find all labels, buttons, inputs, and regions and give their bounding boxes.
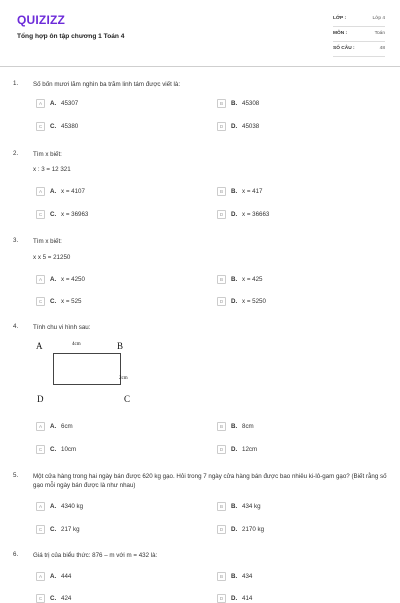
option-letter: C.	[50, 211, 57, 218]
option-text: 6cm	[61, 423, 73, 430]
option-text: x = 425	[242, 276, 263, 283]
option-letter: B.	[231, 188, 238, 195]
question-text: Giá trị của biểu thức: 876 – m với m = 432 là:	[33, 552, 158, 559]
option-letter: D.	[231, 298, 238, 305]
option-text: 424	[61, 595, 72, 602]
option-letter: D.	[231, 211, 238, 218]
option-text: 414	[242, 595, 253, 602]
option-text: 45307	[61, 100, 79, 107]
option-text: x = 36963	[61, 211, 89, 218]
question-text: Tìm x biết:	[33, 238, 62, 245]
side-length-label: 2cm	[119, 376, 128, 381]
option-letter: C.	[50, 123, 57, 130]
option-text: 45038	[242, 123, 260, 130]
question-equation: x x 5 = 21250	[33, 254, 71, 261]
option-box[interactable]: D	[217, 594, 226, 603]
option-text: 2170 kg	[242, 526, 265, 533]
option-letter: A.	[50, 276, 57, 283]
meta-class-value: Lớp 4	[372, 16, 385, 21]
meta-count-key: SỐ CÂU :	[333, 46, 355, 51]
option-letter: A.	[50, 188, 57, 195]
option-letter: C.	[50, 526, 57, 533]
option-letter: B.	[231, 423, 238, 430]
option-box[interactable]: B	[217, 572, 226, 581]
option-letter: D.	[231, 526, 238, 533]
rectangle-figure	[33, 340, 143, 408]
vertex-d-label: D	[37, 394, 44, 404]
option-box[interactable]: B	[217, 275, 226, 284]
option-letter: B.	[231, 573, 238, 580]
option-text: 217 kg	[61, 526, 80, 533]
option-letter: A.	[50, 503, 57, 510]
option-letter: B.	[231, 100, 238, 107]
option-text: 434 kg	[242, 503, 261, 510]
question-text: Một cửa hàng trong hai ngày bán được 620 kg gạo. Hỏi trong 7 ngày cửa hàng bán được bao nhiêu ki-lô-gam gạo? (Biết rằng số gạo mỗi ngày bán được là như nhau)	[33, 473, 387, 489]
option-box[interactable]: D	[217, 122, 226, 131]
question-number: 3.	[13, 237, 19, 244]
option-letter: D.	[231, 123, 238, 130]
option-box[interactable]: B	[217, 422, 226, 431]
option-text: x = 417	[242, 188, 263, 195]
top-length-label: 4cm	[72, 342, 81, 347]
meta-subject-row	[333, 27, 385, 42]
option-box[interactable]: C	[36, 122, 45, 131]
vertex-a-label: A	[36, 341, 43, 351]
meta-class-row	[333, 12, 385, 27]
question-number: 4.	[13, 323, 19, 330]
option-letter: D.	[231, 595, 238, 602]
option-text: x = 5250	[242, 298, 266, 305]
question-number: 5.	[13, 472, 19, 479]
option-text: 12cm	[242, 446, 258, 453]
option-box[interactable]: A	[36, 275, 45, 284]
rectangle-shape	[53, 353, 121, 385]
meta-subject-value: Toán	[374, 31, 385, 36]
option-box[interactable]: C	[36, 525, 45, 534]
option-letter: C.	[50, 595, 57, 602]
option-box[interactable]: D	[217, 297, 226, 306]
question-number: 2.	[13, 150, 19, 157]
option-text: 45308	[242, 100, 260, 107]
option-letter: C.	[50, 446, 57, 453]
option-text: 10cm	[61, 446, 77, 453]
option-box[interactable]: B	[217, 502, 226, 511]
option-letter: A.	[50, 100, 57, 107]
option-box[interactable]: A	[36, 572, 45, 581]
option-box[interactable]: A	[36, 422, 45, 431]
option-text: 434	[242, 573, 253, 580]
option-letter: D.	[231, 446, 238, 453]
option-box[interactable]: C	[36, 445, 45, 454]
option-box[interactable]: B	[217, 187, 226, 196]
option-box[interactable]: C	[36, 594, 45, 603]
option-letter: A.	[50, 423, 57, 430]
option-text: x = 4250	[61, 276, 85, 283]
vertex-b-label: B	[117, 341, 124, 351]
option-text: 444	[61, 573, 72, 580]
option-text: 8cm	[242, 423, 254, 430]
question-number: 1.	[13, 80, 19, 87]
vertex-c-label: C	[124, 394, 131, 404]
question-text: Tìm x biết:	[33, 151, 62, 158]
option-text: x = 4107	[61, 188, 85, 195]
option-letter: A.	[50, 573, 57, 580]
page-header	[0, 0, 400, 67]
option-box[interactable]: C	[36, 210, 45, 219]
option-box[interactable]: D	[217, 525, 226, 534]
option-letter: C.	[50, 298, 57, 305]
document-title: Tổng hợp ôn tập chương 1 Toán 4	[17, 33, 125, 40]
option-text: x = 525	[61, 298, 82, 305]
option-letter: B.	[231, 276, 238, 283]
meta-count-value: 48	[379, 46, 385, 51]
question-text: Số bốn mươi lăm nghìn ba trăm linh tám được viết là:	[33, 81, 181, 88]
option-box[interactable]: A	[36, 187, 45, 196]
option-box[interactable]: C	[36, 297, 45, 306]
meta-count-row	[333, 42, 385, 57]
option-letter: B.	[231, 503, 238, 510]
question-equation: x : 3 = 12 321	[33, 166, 71, 173]
question-text: Tính chu vi hình sau:	[33, 324, 91, 331]
question-number: 6.	[13, 551, 19, 558]
option-text: x = 36663	[242, 211, 270, 218]
option-text: 45380	[61, 123, 79, 130]
option-box[interactable]: A	[36, 99, 45, 108]
option-box[interactable]: B	[217, 99, 226, 108]
option-box[interactable]: D	[217, 210, 226, 219]
option-text: 4340 kg	[61, 503, 84, 510]
option-box[interactable]: D	[217, 445, 226, 454]
meta-class-key: LỚP :	[333, 16, 347, 21]
option-box[interactable]: A	[36, 502, 45, 511]
quizizz-logo: QUIZIZZ	[17, 13, 66, 27]
meta-subject-key: MÔN :	[333, 31, 348, 36]
